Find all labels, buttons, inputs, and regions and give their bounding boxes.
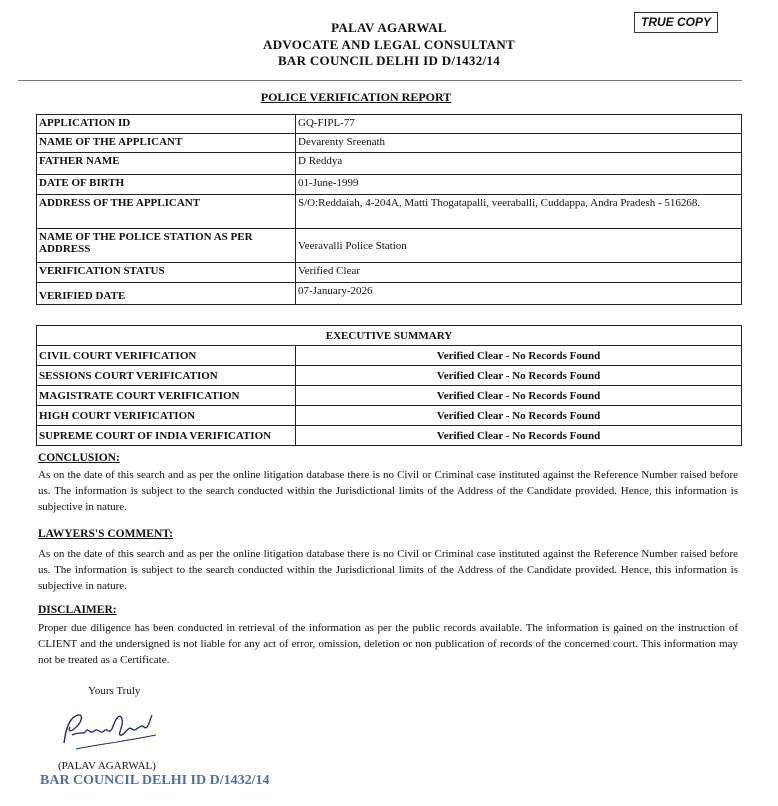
summary-heading: EXECUTIVE SUMMARY <box>37 326 742 346</box>
row-value: Verified Clear - No Records Found <box>296 406 742 426</box>
lawyer-bar-id: BAR COUNCIL DELHI ID D/1432/14 <box>277 53 501 68</box>
row-label: SESSIONS COURT VERIFICATION <box>37 366 296 386</box>
row-value: D Reddya <box>296 153 742 175</box>
table-row <box>37 426 742 446</box>
row-label: APPLICATION ID <box>37 115 296 134</box>
report-title: POLICE VERIFICATION REPORT <box>260 90 452 104</box>
signatory-name: (PALAV AGARWAL) <box>58 760 156 772</box>
table-row <box>37 283 742 305</box>
row-label: FATHER NAME <box>37 153 296 175</box>
conclusion-text: As on the date of this search and as per the online litigation database there is no Civil or Criminal case instituted against the Reference Number raised before us. The information is subject to the search conducted within the Jurisdictional limits of the Address of the Candidate provided. Hence, this information is subjective in nature. <box>38 469 738 513</box>
row-label: CIVIL COURT VERIFICATION <box>37 346 296 366</box>
table-row <box>37 115 742 134</box>
row-value: 07-January-2026 <box>296 283 742 305</box>
disclaimer-heading: DISCLAIMER: <box>38 604 117 616</box>
executive-summary-table <box>36 325 742 446</box>
table-row <box>37 229 742 263</box>
lawyers-comment-heading: LAWYERS'S COMMENT: <box>38 528 173 540</box>
row-label: NAME OF THE POLICE STATION AS PER ADDRESS <box>37 229 296 263</box>
details-table <box>36 114 742 305</box>
closing-text: Yours Truly <box>88 685 141 697</box>
row-value: Verified Clear - No Records Found <box>296 426 742 446</box>
row-label: HIGH COURT VERIFICATION <box>37 406 296 426</box>
row-value: Verified Clear - No Records Found <box>296 366 742 386</box>
lawyer-name: PALAV AGARWAL <box>331 20 447 35</box>
row-value: Verified Clear - No Records Found <box>296 386 742 406</box>
row-label: SUPREME COURT OF INDIA VERIFICATION <box>37 426 296 446</box>
row-value: S/O:Reddaiah, 4-204A, Matti Thogatapalli, veeraballi, Cuddappa, Andra Pradesh - 516268. <box>296 195 742 229</box>
table-row <box>37 366 742 386</box>
table-row <box>37 134 742 153</box>
header-divider <box>18 80 742 81</box>
table-row <box>37 406 742 426</box>
row-label: NAME OF THE APPLICANT <box>37 134 296 153</box>
table-row <box>37 386 742 406</box>
disclaimer-text: Proper due diligence has been conducted in retrieval of the information as per the public records available. The information is gained on the instruction of CLIENT and the undersigned is not liable for any act of error, omission, deletion or non publication of records of the concerned court. This information may not be treated as a Certificate. <box>38 622 738 666</box>
row-value: GQ-FIPL-77 <box>296 115 742 134</box>
row-label: VERIFICATION STATUS <box>37 263 296 283</box>
row-label: DATE OF BIRTH <box>37 175 296 195</box>
table-row <box>37 175 742 195</box>
table-row <box>37 346 742 366</box>
signature-icon <box>56 705 166 755</box>
row-value: Devarenty Sreenath <box>296 134 742 153</box>
table-row <box>37 326 742 346</box>
true-copy-stamp: TRUE COPY <box>634 12 718 33</box>
row-value: Verified Clear - No Records Found <box>296 346 742 366</box>
row-label: ADDRESS OF THE APPLICANT <box>37 195 296 229</box>
row-label: MAGISTRATE COURT VERIFICATION <box>37 386 296 406</box>
conclusion-heading: CONCLUSION: <box>38 452 120 464</box>
table-row <box>37 153 742 175</box>
row-value: Verified Clear <box>296 263 742 283</box>
lawyers-comment-text: As on the date of this search and as per the online litigation database there is no Civil or Criminal case instituted against the Reference Number raised before us. The information is subject to the search conducted within the Jurisdictional limits of the Address of the Candidate provided. Hence, this information is subjective in nature. <box>38 548 738 592</box>
footer-bar-id: BAR COUNCIL DELHI ID D/1432/14 <box>40 773 270 788</box>
table-row <box>37 263 742 283</box>
lawyer-designation: ADVOCATE AND LEGAL CONSULTANT <box>263 37 515 52</box>
table-row <box>37 195 742 229</box>
row-value: 01-June-1999 <box>296 175 742 195</box>
row-value: Veeravalli Police Station <box>296 229 742 263</box>
row-label: VERIFIED DATE <box>37 283 296 305</box>
